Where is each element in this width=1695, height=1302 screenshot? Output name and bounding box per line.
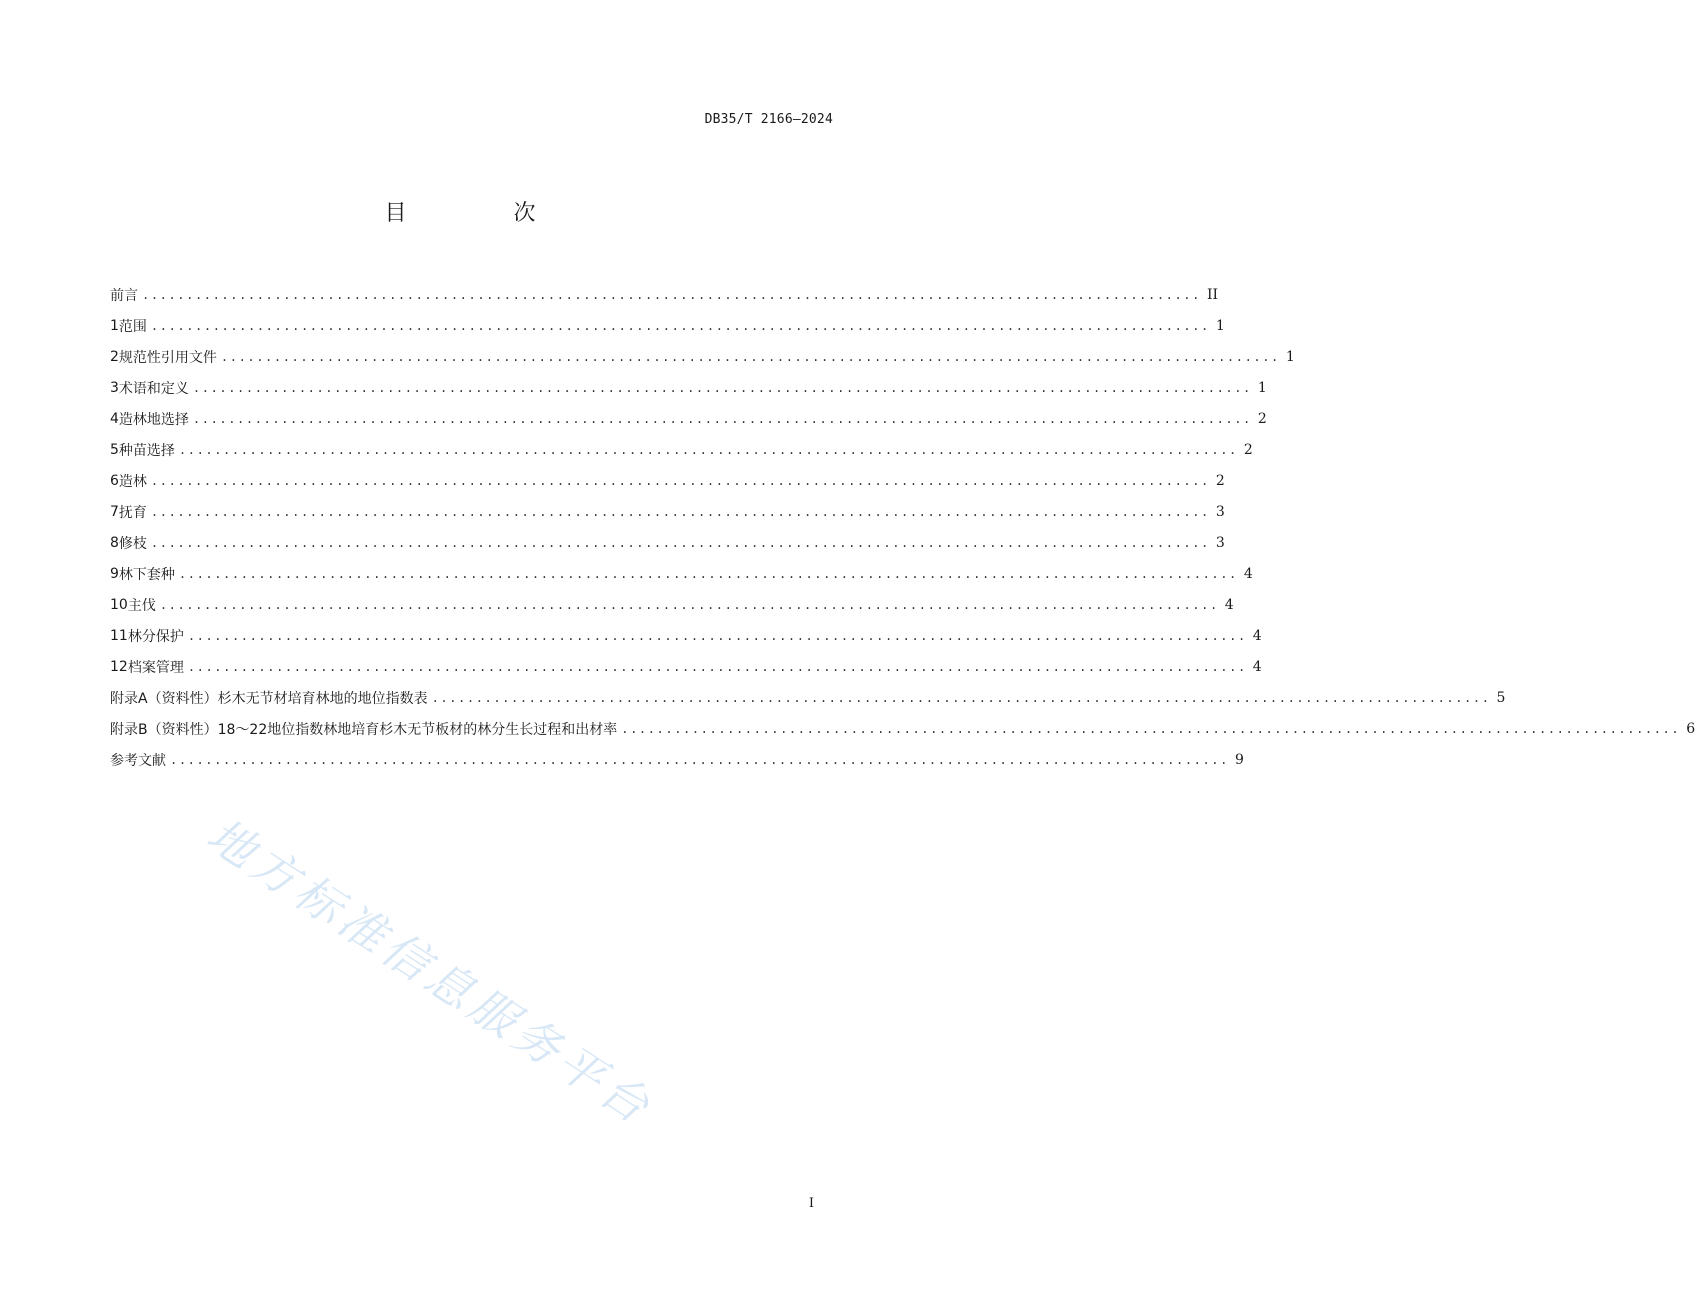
- toc-entry-number: 9: [110, 565, 119, 582]
- toc-entry-appendix-b[interactable]: [110, 713, 1695, 744]
- toc-entry-10[interactable]: [110, 589, 1234, 620]
- toc-entry-label: 林分保护: [127, 628, 184, 645]
- toc-dot-leader: ........................................................................................................................: [187, 659, 1247, 674]
- toc-entry-label: 杉木无节材培育林地的地位指数表: [217, 690, 428, 707]
- toc-entry-number: 6: [110, 472, 119, 489]
- toc-page-number: 9: [1234, 751, 1244, 768]
- toc-entry-number: 11: [110, 627, 128, 644]
- toc-dot-leader: ........................................................................................................................: [170, 752, 1229, 767]
- page-title: 目 次: [384, 201, 586, 226]
- toc-entry-label: 造林地选择: [118, 411, 189, 428]
- toc-entry-2[interactable]: [110, 341, 1295, 372]
- toc-dot-leader: ........................................................................................................................: [187, 628, 1247, 643]
- toc-page-number: 3: [1215, 534, 1225, 551]
- toc-page-number: 1: [1257, 379, 1267, 396]
- toc-page-number: 3: [1215, 503, 1225, 520]
- toc-entry-label: 范围: [118, 318, 147, 335]
- toc-dot-leader: ........................................................................................................................: [150, 473, 1210, 488]
- toc-entry-number: 3: [110, 379, 119, 396]
- toc-entry-number: 2: [110, 348, 119, 365]
- toc-entry-1[interactable]: [110, 310, 1225, 341]
- toc-page-number: 4: [1224, 596, 1234, 613]
- toc-entry-label: 主伐: [127, 597, 156, 614]
- toc-dot-leader: ........................................................................................................................: [431, 690, 1491, 705]
- toc-entry-label: 术语和定义: [118, 380, 189, 397]
- toc-page-number: 1: [1285, 348, 1295, 365]
- toc-entry-number: 附录A（资料性）: [110, 690, 218, 707]
- toc-page-number: 2: [1215, 472, 1225, 489]
- toc-dot-leader: ........................................................................................................................: [621, 721, 1681, 736]
- toc-page-number: 2: [1243, 441, 1253, 458]
- toc-entry-label: 参考文献: [110, 752, 166, 769]
- toc-dot-leader: ........................................................................................................................: [178, 442, 1238, 457]
- toc-entry-label: 种苗选择: [118, 442, 175, 459]
- toc-dot-leader: ........................................................................................................................: [220, 349, 1280, 364]
- toc-entry-4[interactable]: [110, 403, 1267, 434]
- toc-page-number: 1: [1215, 317, 1225, 334]
- toc-entry-number: 附录B（资料性）: [110, 721, 218, 738]
- toc-entry-9[interactable]: [110, 558, 1253, 589]
- toc-entry-11[interactable]: [110, 620, 1262, 651]
- toc-entry-6[interactable]: [110, 465, 1225, 496]
- toc-entry-12[interactable]: [110, 651, 1262, 682]
- toc-dot-leader: ........................................................................................................................: [150, 318, 1210, 333]
- toc-entry-number: 12: [110, 658, 128, 675]
- toc-entry-label: 前言: [110, 287, 138, 304]
- watermark-text: 地方标准信息服务平台: [197, 807, 664, 1137]
- toc-dot-leader: ........................................................................................................................: [192, 411, 1252, 426]
- toc-entry-label: 规范性引用文件: [118, 349, 217, 366]
- toc-entry-foreword[interactable]: [110, 279, 1219, 310]
- toc-entry-references[interactable]: [110, 744, 1244, 775]
- toc-entry-label: 林下套种: [118, 566, 175, 583]
- toc-entry-number: 8: [110, 534, 119, 551]
- toc-entry-appendix-a[interactable]: [110, 682, 1506, 713]
- toc-entry-7[interactable]: [110, 496, 1225, 527]
- toc-dot-leader: ........................................................................................................................: [150, 504, 1210, 519]
- toc-page-number: 2: [1257, 410, 1267, 427]
- toc-entry-label: 18～22地位指数林地培育杉木无节板材的林分生长过程和出材率: [217, 721, 618, 738]
- toc-page-number: 6: [1686, 720, 1695, 737]
- toc-entry-number: 10: [110, 596, 128, 613]
- toc-entry-label: 造林: [118, 473, 147, 490]
- toc-dot-leader: ........................................................................................................................: [192, 380, 1252, 395]
- document-code: DB35/T 2166—2024: [704, 112, 833, 127]
- toc-dot-leader: ........................................................................................................................: [159, 597, 1219, 612]
- toc-page-number: 5: [1496, 689, 1506, 706]
- toc-entry-number: 5: [110, 441, 119, 458]
- toc-page-number: 4: [1252, 627, 1262, 644]
- toc-entry-label: 抚育: [118, 504, 147, 521]
- toc-page-number: 4: [1243, 565, 1253, 582]
- toc-entry-number: 7: [110, 503, 119, 520]
- toc-dot-leader: ........................................................................................................................: [150, 535, 1210, 550]
- page-number: I: [808, 1196, 814, 1211]
- toc-dot-leader: ........................................................................................................................: [142, 287, 1201, 302]
- toc-page-number: II: [1206, 286, 1219, 303]
- toc-page-number: 4: [1252, 658, 1262, 675]
- toc-entry-5[interactable]: [110, 434, 1253, 465]
- toc-entry-number: 4: [110, 410, 119, 427]
- table-of-contents: [110, 279, 1695, 775]
- toc-dot-leader: ........................................................................................................................: [178, 566, 1238, 581]
- toc-entry-label: 档案管理: [127, 659, 184, 676]
- toc-entry-label: 修枝: [118, 535, 147, 552]
- toc-entry-8[interactable]: [110, 527, 1225, 558]
- toc-entry-3[interactable]: [110, 372, 1267, 403]
- toc-entry-number: 1: [110, 317, 119, 334]
